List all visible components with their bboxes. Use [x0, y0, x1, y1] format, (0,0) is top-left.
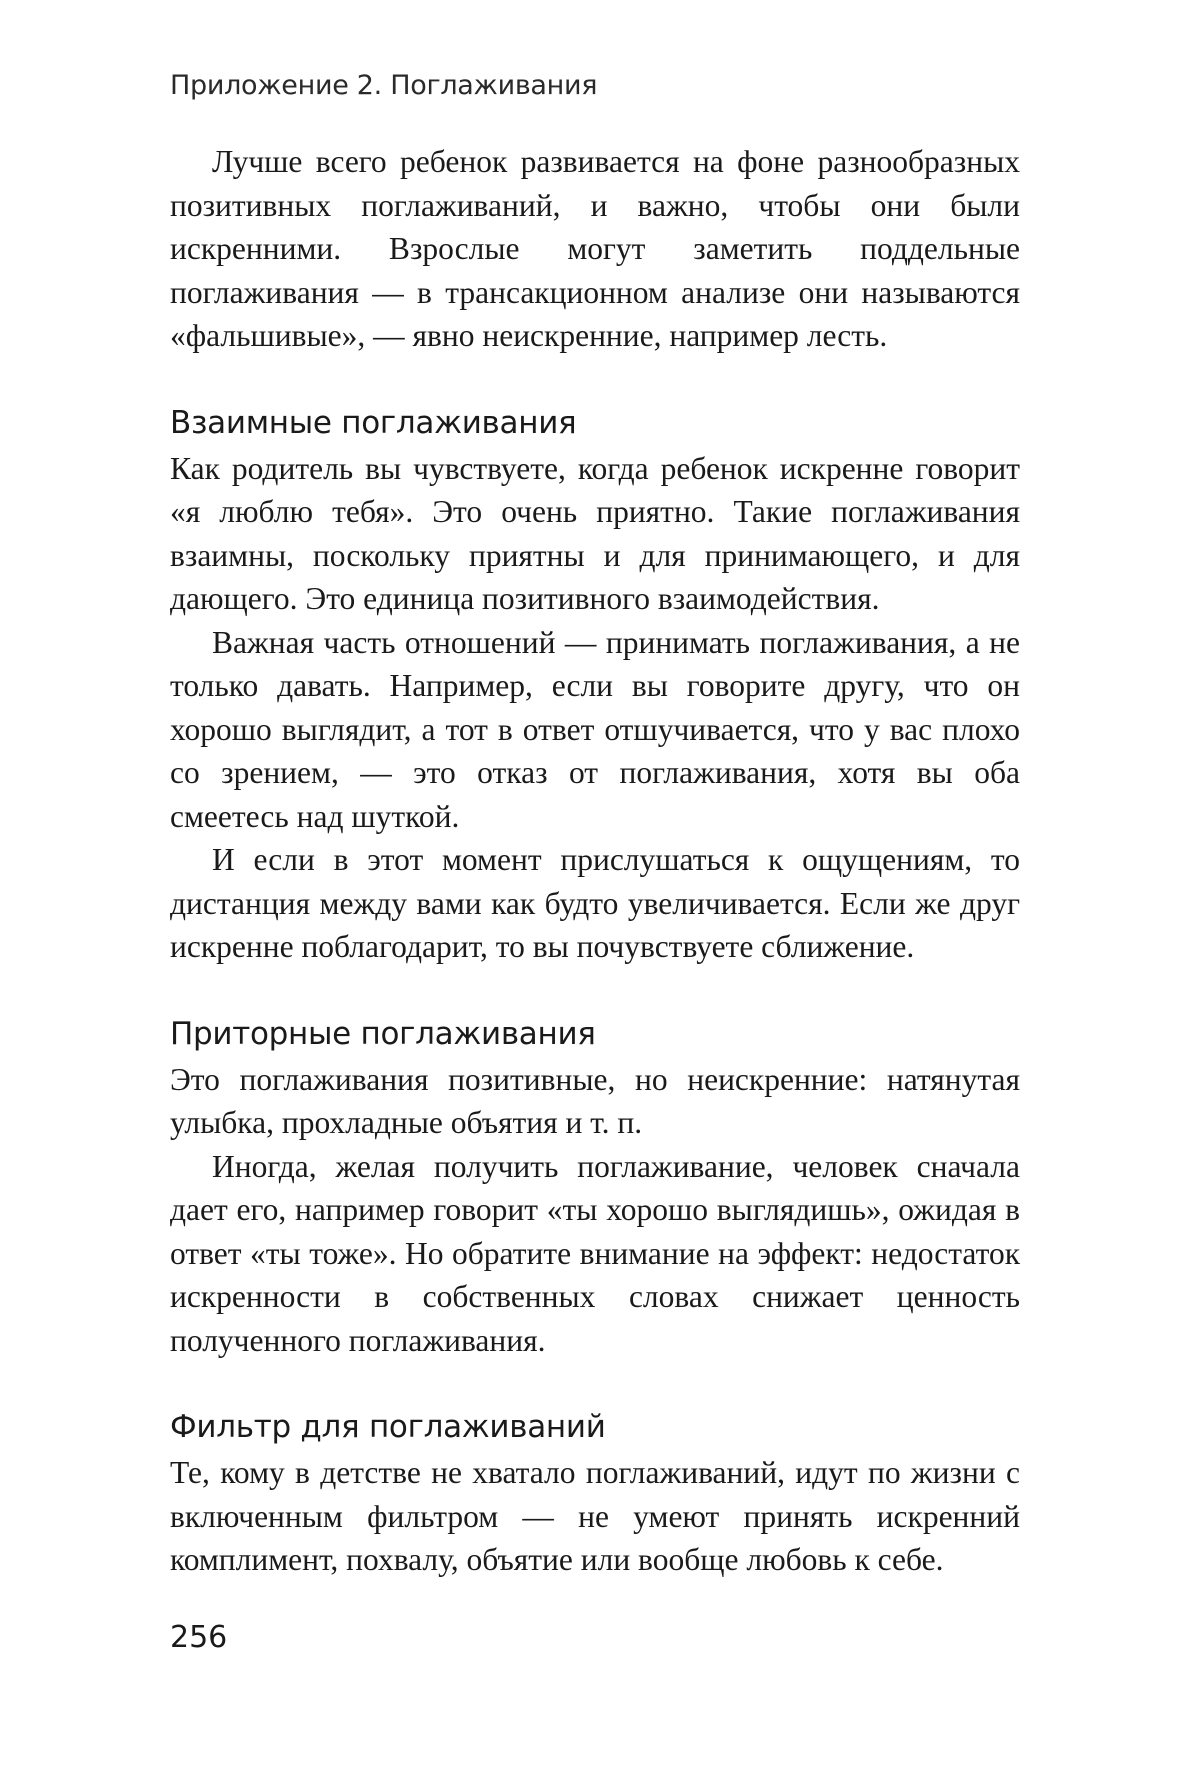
mutual-paragraph-1: Как родитель вы чувствуете, когда ребенок искренне говорит «я люблю тебя». Это очень приятно. Такие поглаживания взаимны, поскольку приятны и для принимающего, и для дающего. Это единица позитивного взаимодействия. [170, 450, 1020, 616]
filter-paragraph-1: Те, кому в детстве не хватало поглаживаний, идут по жизни с включенным фильтром — не умеют принять искренний комплимент, похвалу, объятие или вообще любовь к себе. [170, 1455, 1020, 1577]
heading-stroke-filter: Фильтр для поглаживаний [170, 1409, 606, 1445]
intro-paragraph: Лучше всего ребенок развивается на фоне разнообразных позитивных поглаживаний, и важно, чтобы они были искренними. Взрослые могут заметить поддельные поглаживания — в трансакционном анализе они называются «фальшивые», — явно неискренние, например лесть. [170, 144, 1020, 353]
heading-cloying-strokes: Приторные поглаживания [170, 1015, 596, 1052]
cloying-paragraph-2: Иногда, желая получить поглаживание, человек сначала дает его, например говорит «ты хорошо выглядишь», ожидая в ответ «ты тоже». Но обратите внимание на эффект: недостаток искренности в собственных словах снижает ценность полученного поглаживания. [170, 1148, 1020, 1358]
running-head: Приложение 2. Поглаживания [170, 70, 598, 101]
cloying-paragraph-1: Это поглаживания позитивные, но неискренние: натянутая улыбка, прохладные объятия и т. п. [170, 1061, 1020, 1140]
mutual-paragraph-2: Важная часть отношений — принимать поглаживания, а не только давать. Например, если вы говорите другу, что он хорошо выглядит, а тот в ответ отшучивается, что у вас плохо со зрением, — это отказ от поглаживания, хотя вы оба смеетесь над шуткой. [170, 624, 1020, 834]
mutual-paragraph-3: И если в этот момент прислушаться к ощущениям, то дистанция между вами как будто увеличивается. Если же друг искренне поблагодарит, то вы почувствуете сближение. [170, 842, 1020, 964]
page-number: 256 [170, 1620, 228, 1655]
page-body [170, 140, 1020, 1582]
heading-mutual-strokes: Взаимные поглаживания [170, 404, 577, 441]
